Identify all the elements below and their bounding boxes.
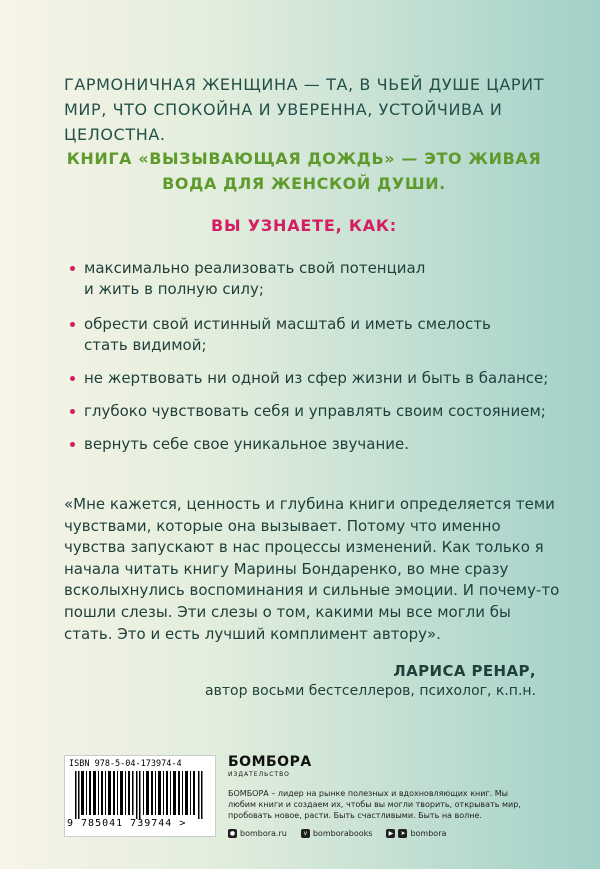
intro-text: ГАРМОНИЧНАЯ ЖЕНЩИНА — ТА, В ЧЬЕЙ ДУШЕ ЦАРИТ МИР, ЧТО СПОКОЙНА И УВЕРЕННА, УСТОЙЧИВА И ЦЕЛОСТНА. [64, 75, 545, 144]
barcode [64, 755, 216, 837]
bullet-dot-icon [70, 266, 75, 271]
highlight-text: КНИГА «ВЫЗЫВАЮЩАЯ ДОЖДЬ» — ЭТО ЖИВАЯ ВОДА ДЛЯ ЖЕНСКОЙ ДУШИ. [66, 149, 542, 193]
list-item [70, 401, 560, 422]
barcode-digits: 9 785041 739744 > [67, 818, 187, 829]
list-item [70, 368, 560, 389]
contact-site[interactable] [228, 829, 287, 838]
list-item-text: вернуть себе свое уникальное звучание. [84, 435, 409, 453]
testimonial-quote: «Мне кажется, ценность и глубина книги определяется теми чувствами, которые она вызывает. Потому что именно чувства запускают в нас процессы изменений. Как только я начала читать книгу Марины Бондаренко, во мне сразу всколыхнулись воспоминания и сильные эмоции. И почему-то пошли слезы. Эти слезы о том, какими мы все могли бы стать. Это и есть лучший комплимент автору». [64, 495, 560, 643]
publisher-logo: БОМБОРА [228, 754, 312, 770]
publisher-block [228, 755, 548, 838]
publisher-subtitle: ИЗДАТЕЛЬСТВО [228, 771, 290, 778]
isbn-text: ISBN 978-5-04-173974-4 [69, 759, 182, 769]
contact-vk-label: bomborabooks [312, 829, 373, 838]
publisher-description: БОМБОРА – лидер на рынке полезных и вдохновляющих книг. Мы любим книги и создаем их, чтобы вы могли творить, открывать мир, пробовать новое, расти. Быть счастливыми. Быть на волне. [228, 789, 521, 820]
list-item [70, 314, 560, 356]
list-item-text: не жертвовать ни одной из сфер жизни и быть в балансе; [84, 369, 549, 387]
list-item [70, 434, 560, 455]
quote-author-description: автор восьми бестселлеров, психолог, к.п.н. [205, 683, 536, 699]
telegram-icon: ➤ [400, 830, 406, 837]
benefits-list [70, 258, 560, 455]
publisher-contacts [228, 829, 548, 838]
contact-social-label: bombora [410, 829, 447, 838]
barcode-bars [75, 771, 205, 819]
list-item [70, 258, 560, 300]
bullet-dot-icon [70, 442, 75, 447]
quote-author-name: ЛАРИСА РЕНАР, [393, 662, 536, 680]
bullet-dot-icon [70, 322, 75, 327]
contact-vk[interactable] [301, 829, 373, 838]
contact-site-label: bombora.ru [240, 829, 287, 838]
list-item-text: глубоко чувствовать себя и управлять своим состоянием; [84, 402, 546, 420]
contact-social[interactable] [386, 829, 446, 838]
youtube-icon: ▶ [386, 829, 395, 838]
learn-heading: ВЫ УЗНАЕТЕ, КАК: [211, 216, 397, 235]
bullet-dot-icon [70, 409, 75, 414]
list-item-text: максимально реализовать свой потенциал и жить в полную силу; [84, 259, 426, 298]
bullet-dot-icon [70, 376, 75, 381]
list-item-text: обрести свой истинный масштаб и иметь смелость стать видимой; [84, 315, 491, 354]
globe-icon: ● [229, 830, 236, 837]
vk-icon: v [301, 829, 310, 838]
